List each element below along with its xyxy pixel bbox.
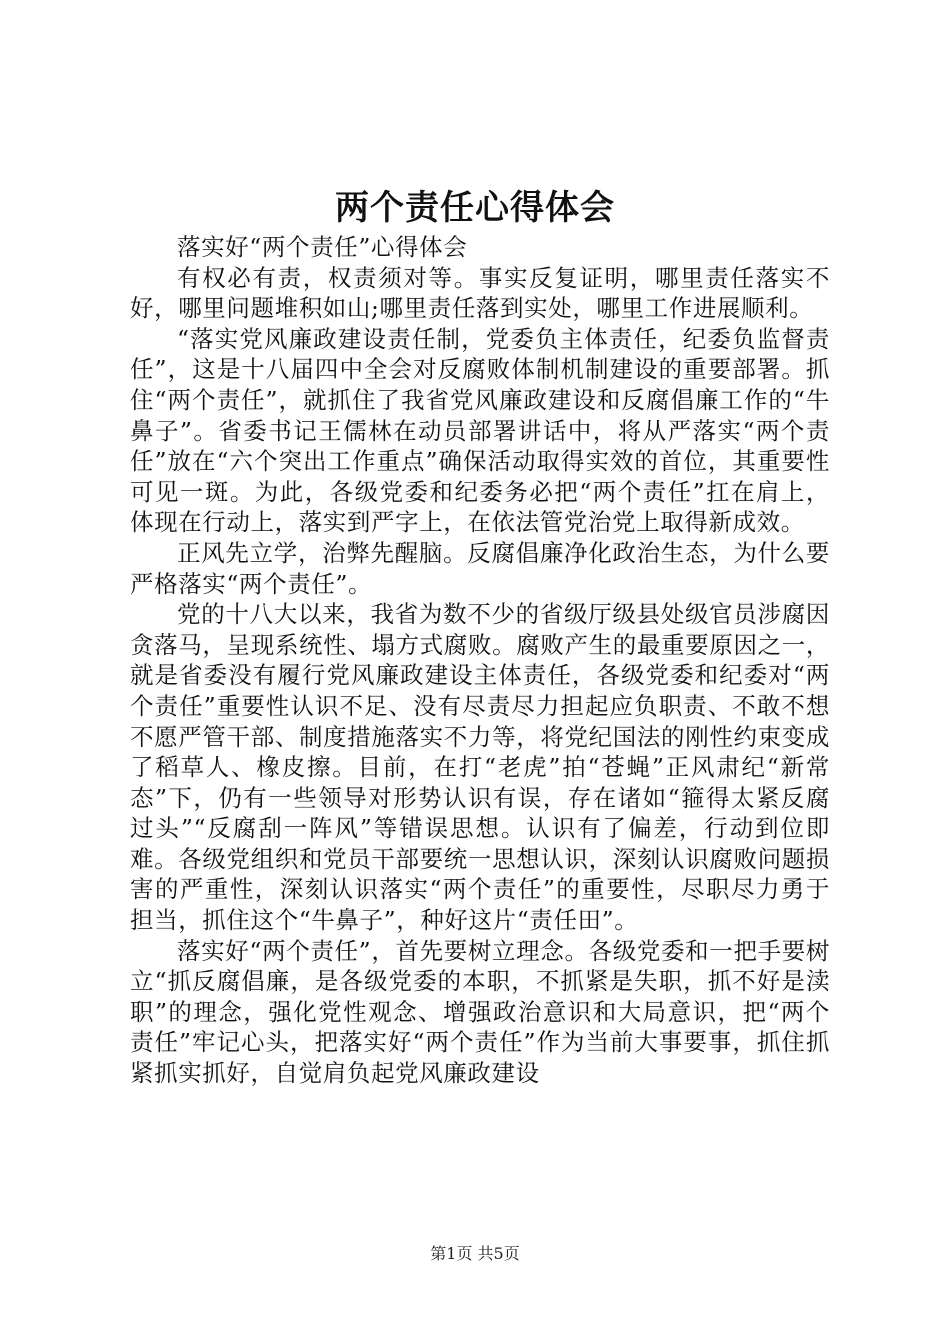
paragraph: 落实好“两个责任”，首先要树立理念。各级党委和一把手要树立“抓反腐倡廉，是各级党委的本职，不抓紧是失职，抓不好是渎职”的理念，强化党性观念、增强政治意识和大局意识，把“两个责任”牢记心头，把落实好“两个责任”作为当前大事要事，抓住抓紧抓实抓好，自觉肩负起党风廉政建设	[130, 936, 830, 1088]
paragraph: 党的十八大以来，我省为数不少的省级厅级县处级官员涉腐因贪落马，呈现系统性、塌方式腐败。腐败产生的最重要原因之一，就是省委没有履行党风廉政建设主体责任，各级党委和纪委对“两个责任”重要性认识不足、没有尽责尽力担起应负职责、不敢不想不愿严管干部、制度措施落实不力等，将党纪国法的刚性约束变成了稻草人、橡皮擦。目前，在打“老虎”拍“苍蝇”正风肃纪“新常态”下，仍有一些领导对形势认识有误，存在诸如“箍得太紧反腐过头”“反腐刮一阵风”等错误思想。认识有了偏差，行动到位即难。各级党组织和党员干部要统一思想认识，深刻认识腐败问题损害的严重性，深刻认识落实“两个责任”的重要性，尽职尽力勇于担当，抓住这个“牛鼻子”，种好这片“责任田”。	[130, 600, 830, 935]
paragraph-subtitle: 落实好“两个责任”心得体会	[177, 233, 468, 261]
paragraph: “落实党风廉政建设责任制，党委负主体责任，纪委负监督责任”，这是十八届四中全会对反腐败体制机制建设的重要部署。抓住“两个责任”，就抓住了我省党风廉政建设和反腐倡廉工作的“牛鼻子”。省委书记王儒林在动员部署讲话中，将从严落实“两个责任”放在“六个突出工作重点”确保活动取得实效的首位，其重要性可见一斑。为此，各级党委和纪委务必把“两个责任”扛在肩上，体现在行动上，落实到严字上，在依法管党治党上取得新成效。	[130, 324, 830, 537]
document-body	[130, 232, 830, 1089]
document-title: 两个责任心得体会	[335, 188, 615, 228]
page-number-footer: 第1页 共5页	[430, 1244, 520, 1263]
paragraph: 有权必有责，权责须对等。事实反复证明，哪里责任落实不好，哪里问题堆积如山;哪里责任落到实处，哪里工作进展顺利。	[130, 263, 830, 323]
paragraph: 正风先立学，治弊先醒脑。反腐倡廉净化政治生态，为什么要严格落实“两个责任”。	[130, 538, 830, 598]
